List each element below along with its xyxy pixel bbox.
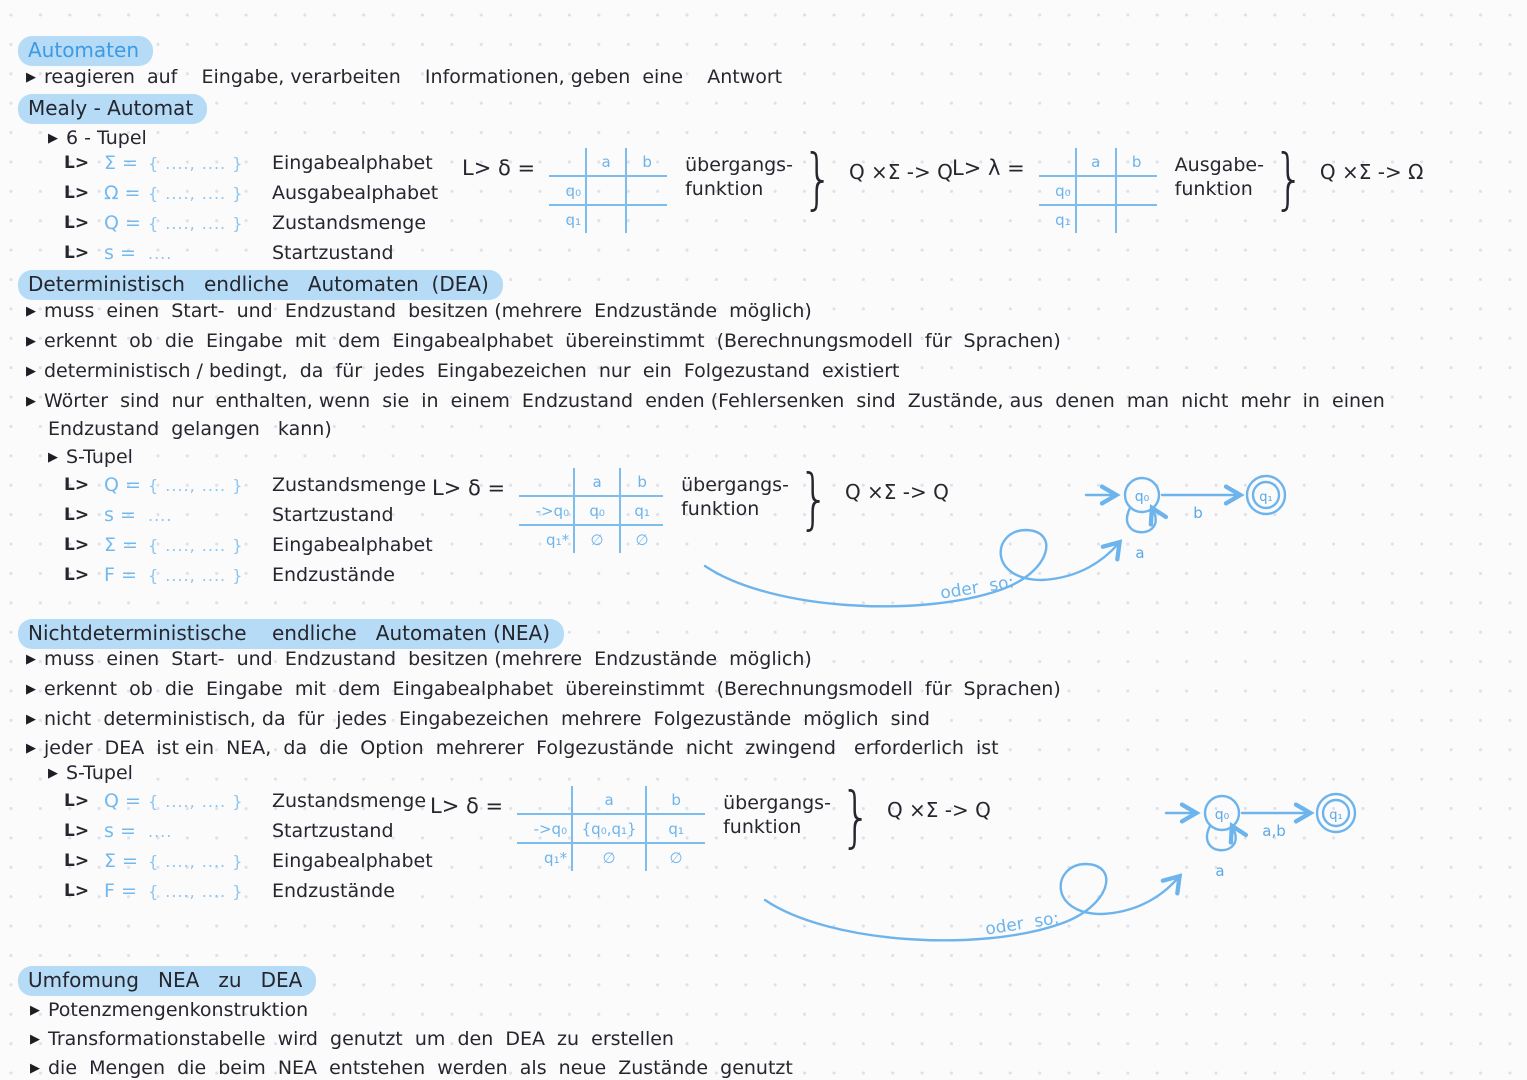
bullet-marker: ▶ <box>26 394 36 409</box>
bullet-text: deterministisch / bedingt, da für jedes Eingabezeichen nur ein Folgezustand existiert <box>44 360 900 382</box>
mealy-delta-group <box>462 140 953 233</box>
tuple-value: { ...., .... } <box>148 213 244 233</box>
tuple-label: Eingabealphabet <box>272 850 433 872</box>
function-label: übergangs- funktion <box>723 792 831 838</box>
col-header: b <box>647 786 705 815</box>
section-title-mealy: Mealy - Automat <box>18 94 207 124</box>
lambda-table <box>1039 148 1157 233</box>
bullet-text: nicht deterministisch, da für jedes Eingabezeichen mehrere Folgezustände möglich sind <box>44 708 930 730</box>
branch-arrow-icon: L> <box>64 881 90 901</box>
col-header: a <box>573 786 647 815</box>
lambda-head: L> λ = <box>952 156 1025 180</box>
function-mapping: Q ×Σ -> Ω <box>1319 160 1424 184</box>
branch-arrow-icon: L> <box>64 821 90 841</box>
row-label: q₁* <box>519 526 575 553</box>
row-label: ->q₀ <box>519 497 575 526</box>
bullet-text: die Mengen die beim NEA entstehen werden als neue Zustände genutzt <box>48 1057 793 1079</box>
bullet-marker: ▶ <box>26 741 36 756</box>
tuple-label: Zustandsmenge <box>272 212 427 234</box>
tuple-symbol: s = <box>104 820 136 842</box>
tuple-value: { ...., .... } <box>148 565 244 585</box>
tuple-symbol: Ω = <box>104 182 141 204</box>
bullet-dea-4 <box>26 390 1385 414</box>
bullet-marker: ▶ <box>48 766 58 781</box>
section-title-umformung: Umfomung NEA zu DEA <box>18 966 316 996</box>
tuple-row <box>64 560 433 590</box>
tuple-label: Ausgabealphabet <box>272 182 439 204</box>
tuple-label: Zustandsmenge <box>272 790 427 812</box>
branch-arrow-icon: L> <box>64 565 90 585</box>
tuple-value: { ...., .... } <box>148 851 244 871</box>
table-cell: ∅ <box>573 844 647 871</box>
bullet-marker: ▶ <box>30 1032 40 1047</box>
edge-label: b <box>1193 504 1203 522</box>
tuple-value: { ...., .... } <box>148 183 244 203</box>
tuple-row <box>64 148 438 178</box>
loop-label: a <box>1135 544 1145 562</box>
bullet-marker: ▶ <box>26 652 36 667</box>
dea-diagram-note: oder so: <box>938 572 1016 604</box>
row-label: q₀ <box>549 177 587 206</box>
bullet-marker: ▶ <box>26 70 36 85</box>
tuple-label: Endzustände <box>272 564 395 586</box>
tuple-symbol: s = <box>104 242 136 264</box>
tuple-label: Eingabealphabet <box>272 152 433 174</box>
bullet-marker: ▶ <box>48 450 58 465</box>
bullet-dea-3 <box>26 360 899 384</box>
function-label: übergangs- funktion <box>681 474 789 520</box>
tuple-symbol: s = <box>104 504 136 526</box>
tuple-value: .... <box>148 821 173 841</box>
function-mapping: Q ×Σ -> Q <box>844 480 949 504</box>
tuple-symbol: Q = <box>104 790 141 812</box>
tuple-label: Startzustand <box>272 820 394 842</box>
bullet-nea-3 <box>26 708 930 732</box>
branch-arrow-icon: L> <box>64 505 90 525</box>
brace-glyph: } <box>840 778 872 855</box>
tuple-value: .... <box>148 243 173 263</box>
bullet-text: Potenzmengenkonstruktion <box>48 999 309 1021</box>
bullet-nea-1 <box>26 648 812 672</box>
row-label: q₁* <box>517 844 573 871</box>
state-end-label: q₁ <box>1259 490 1273 505</box>
bullet-nea-4 <box>26 737 999 761</box>
tuple-symbol: Σ = <box>104 152 138 174</box>
col-header: b <box>1117 148 1157 177</box>
bullet-dea-4-continuation: Endzustand gelangen kann) <box>48 418 332 440</box>
bullet-marker: ▶ <box>30 1003 40 1018</box>
bullet-marker: ▶ <box>48 131 58 146</box>
branch-arrow-icon: L> <box>64 243 90 263</box>
section-title-dea: Deterministisch endliche Automaten (DEA) <box>18 270 503 300</box>
bullet-text: reagieren auf Eingabe, verarbeiten Informationen, geben eine Antwort <box>44 66 783 88</box>
row-label: ->q₀ <box>517 815 573 844</box>
bullet-marker: ▶ <box>26 364 36 379</box>
tuple-row <box>64 178 438 208</box>
tuple-value: { ...., .... } <box>148 153 244 173</box>
table-cell: {q₀,q₁} <box>573 815 647 844</box>
tuple-label: Startzustand <box>272 504 394 526</box>
table-cell: q₁ <box>621 497 663 526</box>
tuple-symbol: Σ = <box>104 534 138 556</box>
function-mapping: Q ×Σ -> Q <box>848 160 953 184</box>
tuple-value: { ...., .... } <box>148 791 244 811</box>
nea-state-diagram <box>1158 778 1408 893</box>
brace-glyph: } <box>802 140 834 217</box>
mealy-lambda-group <box>952 140 1424 233</box>
bullet-dea-tuple <box>48 446 133 470</box>
bullet-marker: ▶ <box>30 1061 40 1076</box>
tuple-row <box>64 238 438 268</box>
col-header: b <box>627 148 667 177</box>
tuple-row <box>64 876 433 906</box>
table-cell: q₀ <box>575 497 621 526</box>
bullet-dea-2 <box>26 330 1061 354</box>
bullet-marker: ▶ <box>26 334 36 349</box>
bullet-text: Wörter sind nur enthalten, wenn sie in einem Endzustand enden (Fehlersenken sind Zustände, aus denen man nicht mehr in einen <box>44 390 1385 412</box>
table-cell: ∅ <box>575 526 621 553</box>
tuple-label: Endzustände <box>272 880 395 902</box>
tuple-symbol: F = <box>104 880 137 902</box>
tuple-heading: 6 - Tupel <box>66 127 147 149</box>
delta-head: L> δ = <box>462 156 536 180</box>
bullet-dea-1 <box>26 300 812 324</box>
delta-table <box>519 468 663 553</box>
table-cell: q₁ <box>647 815 705 844</box>
tuple-row <box>64 208 438 238</box>
tuple-row <box>64 500 433 530</box>
bullet-umformung-1 <box>30 999 308 1023</box>
tuple-symbol: Σ = <box>104 850 138 872</box>
branch-arrow-icon: L> <box>64 851 90 871</box>
bullet-text: muss einen Start- und Endzustand besitzen (mehrere Endzustände möglich) <box>44 648 812 670</box>
row-label: q₁ <box>1039 206 1077 233</box>
bullet-nea-tuple <box>48 762 133 786</box>
state-end-label: q₁ <box>1329 808 1343 823</box>
tuple-row <box>64 530 433 560</box>
bullet-text: erkennt ob die Eingabe mit dem Eingabealphabet übereinstimmt (Berechnungsmodell für Sprachen) <box>44 678 1061 700</box>
bullet-text: muss einen Start- und Endzustand besitzen (mehrere Endzustände möglich) <box>44 300 812 322</box>
branch-arrow-icon: L> <box>64 213 90 233</box>
dea-flourish-arrow <box>700 518 1130 610</box>
table-cell: ∅ <box>635 530 649 549</box>
bullet-umformung-3 <box>30 1057 793 1080</box>
bullet-marker: ▶ <box>26 712 36 727</box>
bullet-marker: ▶ <box>26 304 36 319</box>
edge-label: a,b <box>1262 822 1286 840</box>
mealy-tuple-list <box>64 148 438 268</box>
nea-tuple-list <box>64 786 433 906</box>
tuple-value: { ...., .... } <box>148 535 244 555</box>
tuple-symbol: F = <box>104 564 137 586</box>
bullet-text: erkennt ob die Eingabe mit dem Eingabealphabet übereinstimmt (Berechnungsmodell für Sprachen) <box>44 330 1061 352</box>
table-cell: ∅ <box>669 848 683 867</box>
section-title-nea: Nichtdeterministische endliche Automaten (NEA) <box>18 619 564 649</box>
tuple-value: { ...., .... } <box>148 475 244 495</box>
tuple-heading: S-Tupel <box>66 446 133 468</box>
tuple-row <box>64 786 433 816</box>
bullet-text: jeder DEA ist ein NEA, da die Option mehrerer Folgezustände nicht zwingend erforderlich ist <box>44 737 999 759</box>
branch-arrow-icon: L> <box>64 791 90 811</box>
function-label: übergangs- funktion <box>685 154 793 200</box>
nea-diagram-note: oder so: <box>983 908 1061 940</box>
delta-table <box>549 148 667 233</box>
delta-table <box>517 786 705 871</box>
branch-arrow-icon: L> <box>64 475 90 495</box>
state-start-label: q₀ <box>1214 807 1230 823</box>
dea-tuple-list <box>64 470 433 590</box>
bullet-nea-2 <box>26 678 1061 702</box>
function-label: Ausgabe- funktion <box>1174 154 1264 200</box>
section-title-automaten: Automaten <box>18 36 153 66</box>
tuple-label: Eingabealphabet <box>272 534 433 556</box>
delta-head: L> δ = <box>432 476 506 500</box>
function-mapping: Q ×Σ -> Q <box>886 798 991 822</box>
bullet-text: Transformationstabelle wird genutzt um den DEA zu erstellen <box>48 1028 674 1050</box>
nea-flourish-arrow <box>760 852 1190 944</box>
bullet-umformung-2 <box>30 1028 674 1052</box>
tuple-symbol: Q = <box>104 212 141 234</box>
tuple-label: Startzustand <box>272 242 394 264</box>
tuple-label: Zustandsmenge <box>272 474 427 496</box>
col-header: b <box>621 468 663 497</box>
tuple-value: .... <box>148 505 173 525</box>
tuple-heading: S-Tupel <box>66 762 133 784</box>
branch-arrow-icon: L> <box>64 535 90 555</box>
row-label: q₀ <box>1039 177 1077 206</box>
tuple-value: { ...., .... } <box>148 881 244 901</box>
branch-arrow-icon: L> <box>64 183 90 203</box>
bullet-marker: ▶ <box>26 682 36 697</box>
tuple-row <box>64 470 433 500</box>
bullet-automaten-1 <box>26 66 782 90</box>
delta-head: L> δ = <box>430 794 504 818</box>
state-start-label: q₀ <box>1134 489 1150 505</box>
col-header: a <box>587 148 627 177</box>
brace-glyph: } <box>1273 140 1305 217</box>
branch-arrow-icon: L> <box>64 153 90 173</box>
loop-label: a <box>1215 862 1225 880</box>
col-header: a <box>1077 148 1117 177</box>
tuple-row <box>64 816 433 846</box>
col-header: a <box>575 468 621 497</box>
brace-glyph: } <box>798 460 830 537</box>
tuple-symbol: Q = <box>104 474 141 496</box>
tuple-row <box>64 846 433 876</box>
row-label: q₁ <box>549 206 587 233</box>
